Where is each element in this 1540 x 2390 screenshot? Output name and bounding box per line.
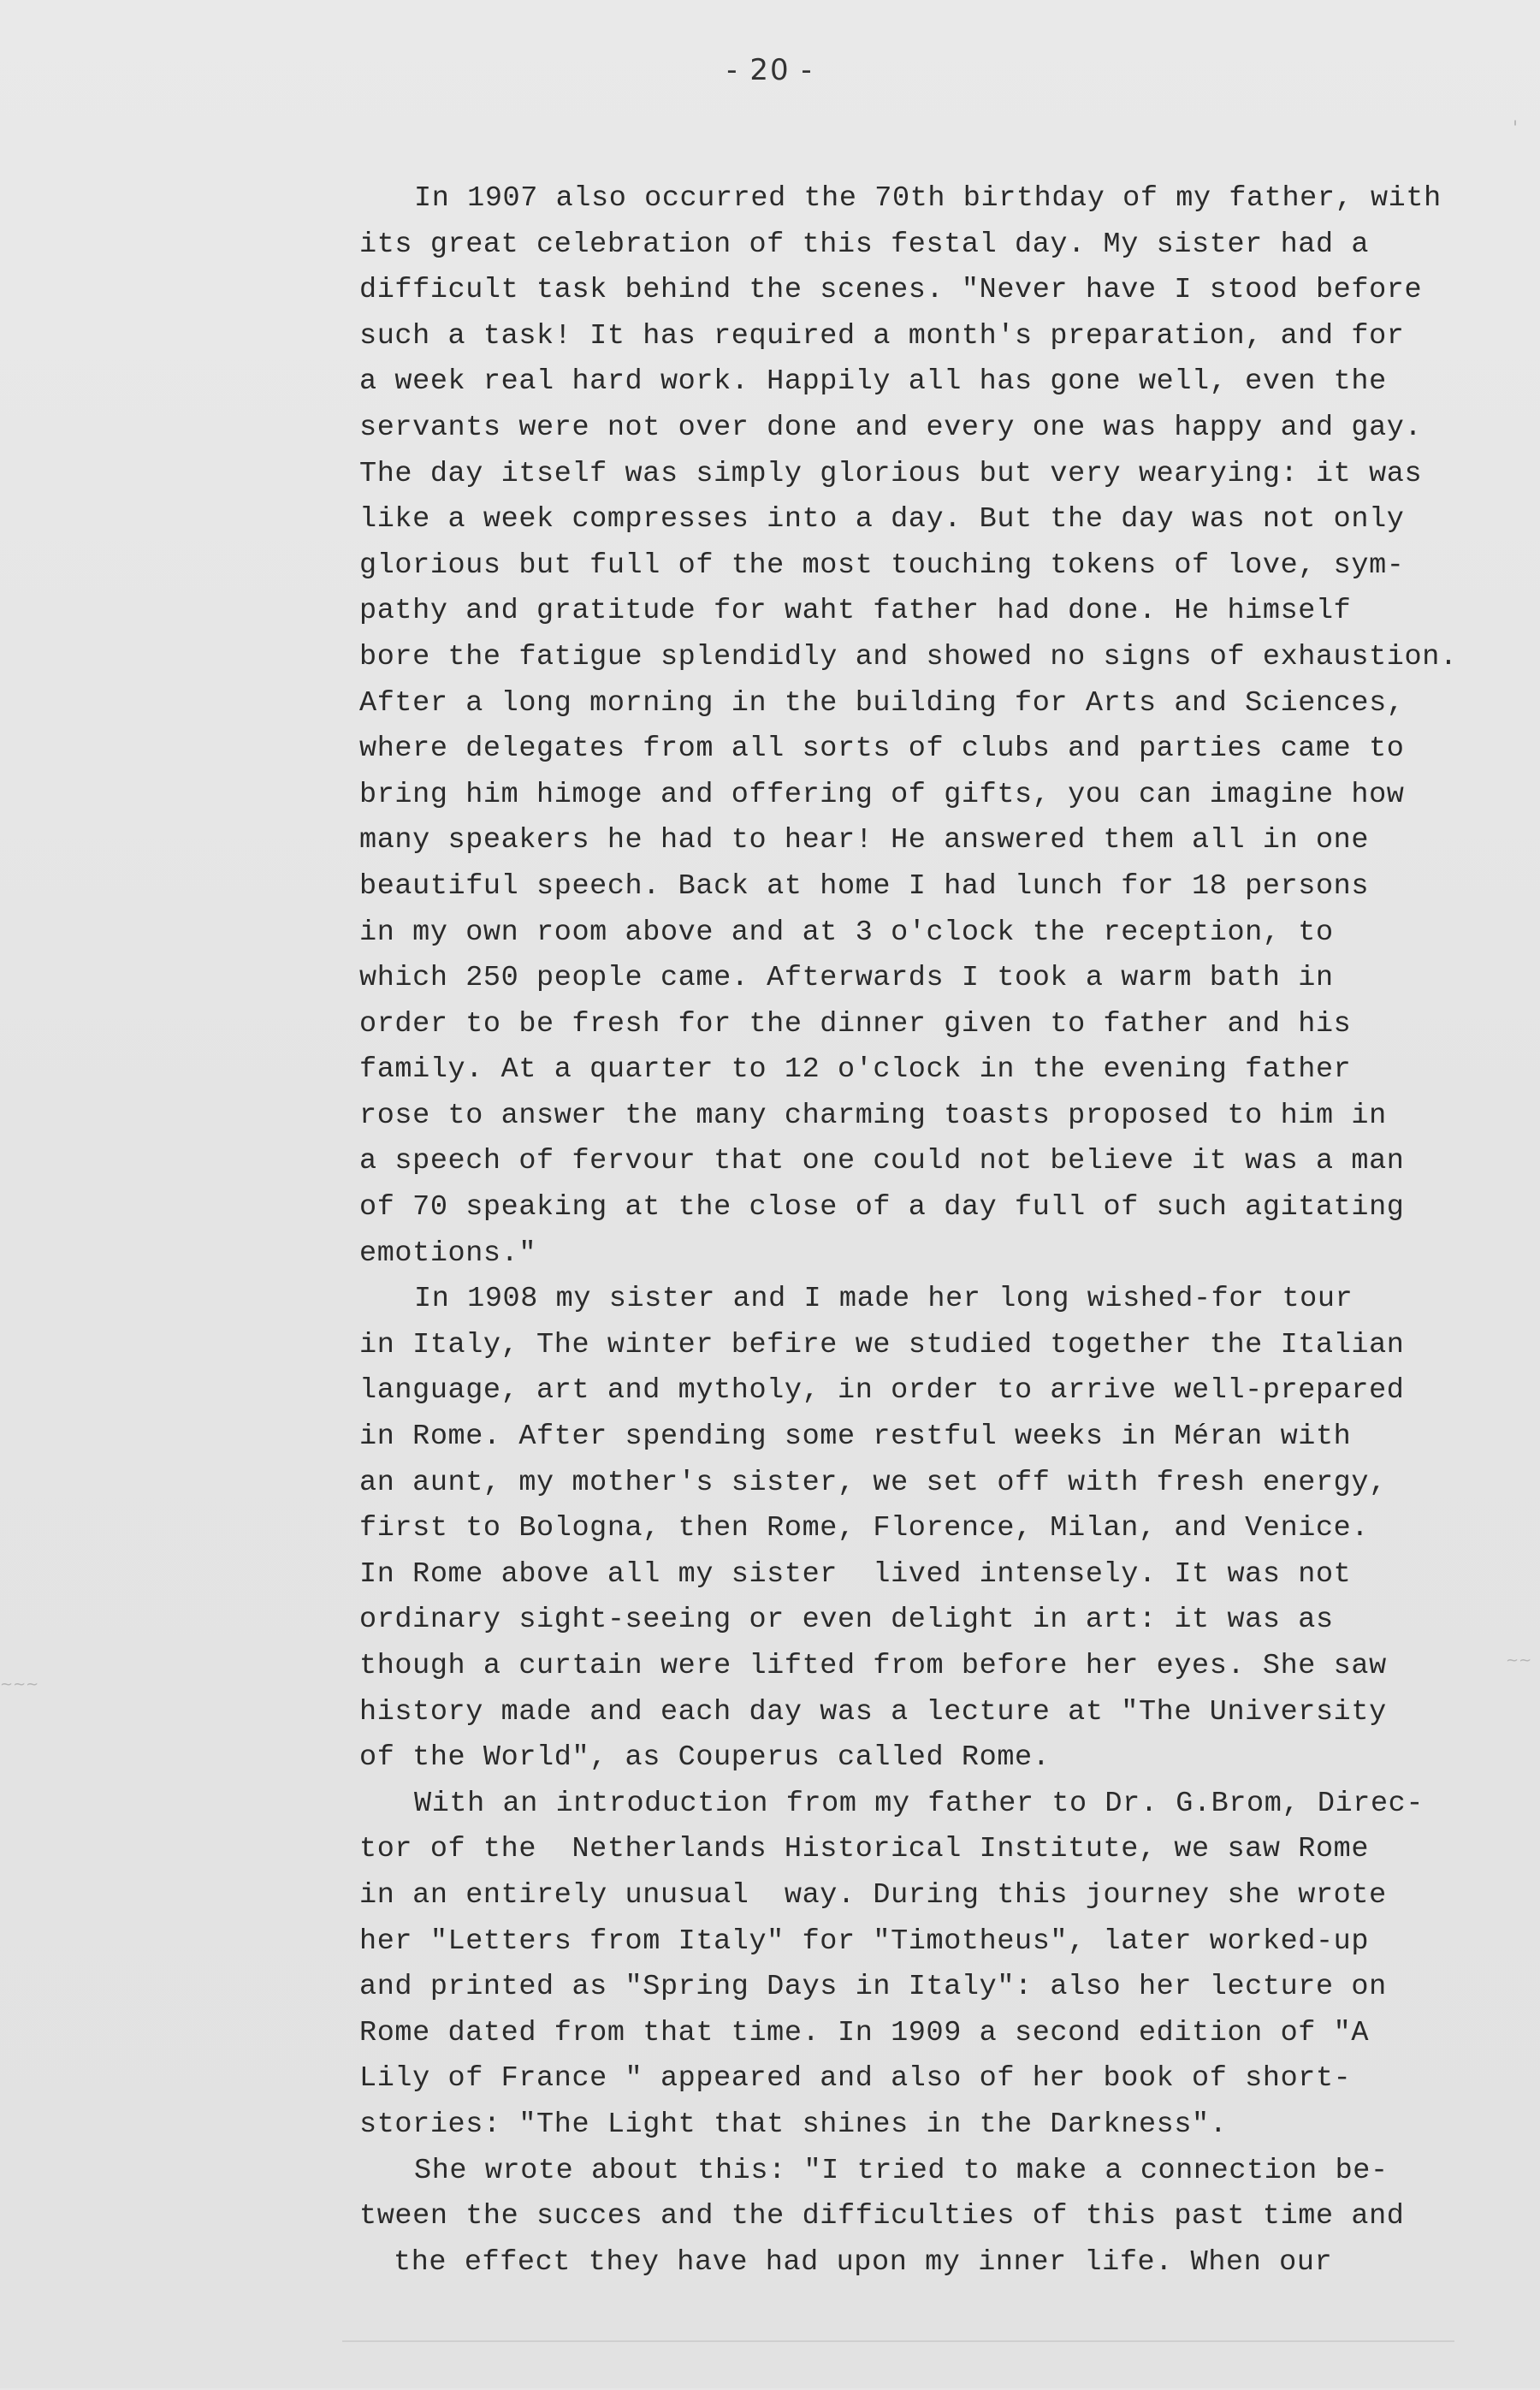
page-bottom-edge — [342, 2340, 1454, 2390]
text-line: tor of the Netherlands Historical Institute, we saw Rome — [359, 1833, 1370, 1866]
text-line: like a week compresses into a day. But the day was not only — [359, 503, 1405, 537]
text-line: In 1907 also occurred the 70th birthday of my father, with — [414, 182, 1442, 215]
text-line: of 70 speaking at the close of a day full of such agitating — [359, 1191, 1405, 1225]
margin-mark: ~~~ — [0, 1675, 39, 1693]
text-line: many speakers he had to hear! He answered them all in one — [359, 824, 1370, 857]
text-line: its great celebration of this festal day. My sister had a — [359, 228, 1370, 261]
text-line: After a long morning in the building for Arts and Sciences, — [359, 686, 1405, 720]
text-line: emotions." — [359, 1237, 537, 1270]
text-line: pathy and gratitude for waht father had done. He himself — [359, 595, 1352, 628]
text-line: language, art and mytholy, in order to arrive well-prepared — [359, 1374, 1405, 1408]
text-line: in Rome. After spending some restful weeks in Méran with — [359, 1420, 1352, 1454]
text-line: her "Letters from Italy" for "Timotheus", later worked-up — [359, 1924, 1370, 1958]
text-line: history made and each day was a lecture at "The University — [359, 1695, 1387, 1729]
text-line: ordinary sight-seeing or even delight in art: it was as — [359, 1604, 1334, 1637]
text-line: an aunt, my mother's sister, we set off with fresh energy, — [359, 1466, 1387, 1499]
text-line: The day itself was simply glorious but very wearying: it was — [359, 457, 1423, 490]
text-line: in my own room above and at 3 o'clock the reception, to — [359, 916, 1334, 949]
text-line: stories: "The Light that shines in the Darkness". — [359, 2108, 1228, 2141]
text-line: Rome dated from that time. In 1909 a second edition of "A — [359, 2016, 1370, 2049]
text-line: in Italy, The winter befire we studied together the Italian — [359, 1328, 1405, 1361]
text-line: a speech of fervour that one could not believe it was a man — [359, 1145, 1405, 1178]
text-line: which 250 people came. Afterwards I took a warm bath in — [359, 962, 1334, 995]
text-line: family. At a quarter to 12 o'clock in the evening father — [359, 1053, 1352, 1087]
text-line: a week real hard work. Happily all has gone well, even the — [359, 365, 1387, 399]
text-line: and printed as "Spring Days in Italy": also her lecture on — [359, 1971, 1387, 2004]
text-line: Lily of France " appeared and also of her book of short- — [359, 2062, 1352, 2096]
text-line: such a task! It has required a month's preparation, and for — [359, 319, 1405, 353]
text-line: in an entirely unusual way. During this journey she wrote — [359, 1878, 1387, 1912]
text-line: difficult task behind the scenes. "Never have I stood before — [359, 274, 1423, 307]
text-line: servants were not over done and every one was happy and gay. — [359, 411, 1423, 444]
text-line: bore the fatigue splendidly and showed no signs of exhaustion. — [359, 640, 1458, 673]
text-line: She wrote about this: "I tried to make a connection be- — [414, 2154, 1389, 2187]
text-line: where delegates from all sorts of clubs and parties came to — [359, 732, 1405, 766]
text-line: beautiful speech. Back at home I had lunch for 18 persons — [359, 869, 1370, 903]
text-line: In Rome above all my sister lived intensely. It was not — [359, 1557, 1352, 1591]
text-line: order to be fresh for the dinner given to father and his — [359, 1007, 1352, 1041]
text-line: though a curtain were lifted from before her eyes. She saw — [359, 1650, 1387, 1682]
text-line: With an introduction from my father to Dr. G.Brom, Direc- — [414, 1787, 1424, 1820]
text-line: the effect they have had upon my inner life. When our — [394, 2245, 1333, 2279]
text-line: In 1908 my sister and I made her long wished-for tour — [414, 1283, 1353, 1316]
body-text — [359, 176, 1523, 2286]
text-line: tween the succes and the difficulties of this past time and — [359, 2200, 1405, 2233]
text-line: glorious but full of the most touching tokens of love, sym- — [359, 549, 1405, 582]
page-number: - 20 - — [726, 53, 814, 87]
text-line: first to Bologna, then Rome, Florence, Milan, and Venice. — [359, 1512, 1370, 1545]
text-line: bring him himoge and offering of gifts, you can imagine how — [359, 778, 1405, 811]
text-line: rose to answer the many charming toasts proposed to him in — [359, 1099, 1387, 1132]
margin-mark: ~~ — [1506, 1652, 1532, 1669]
margin-mark: ' — [1513, 118, 1519, 139]
text-line: of the World", as Couperus called Rome. — [359, 1741, 1051, 1775]
